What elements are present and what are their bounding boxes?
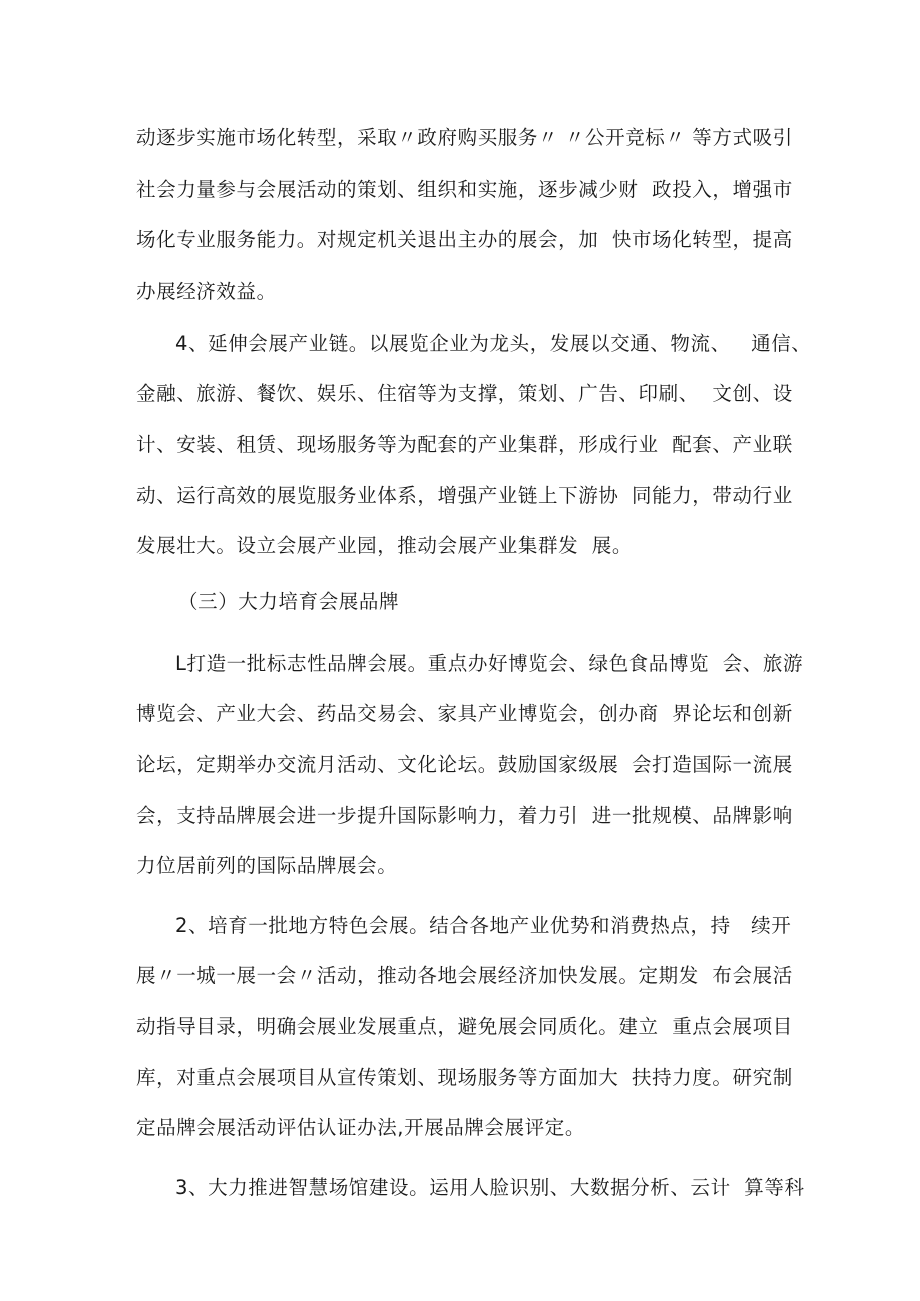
section-heading: （三）大力培育会展品牌 bbox=[178, 590, 400, 613]
paragraph-2-line-1: 4、延伸会展产业链。以展览企业为龙头，发展以交通、物流、 通信、 bbox=[175, 332, 812, 355]
paragraph-1-line-4: 办展经济效益。 bbox=[136, 280, 277, 303]
paragraph-4-line-5: 定品牌会展活动评估认证办法,开展品牌会展评定。 bbox=[136, 1116, 585, 1139]
paragraph-1-line-2: 社会力量参与会展活动的策划、组织和实施，逐步减少财 政投入，增强市 bbox=[136, 178, 793, 201]
paragraph-3-line-5: 力位居前列的国际品牌展会。 bbox=[136, 854, 398, 877]
paragraph-3-line-4: 会，支持品牌展会进一步提升国际影响力，着力引 进一批规模、品牌影响 bbox=[136, 804, 793, 827]
paragraph-1-line-3: 场化专业服务能力。对规定机关退出主办的展会，加 快市场化转型，提高 bbox=[136, 228, 793, 251]
paragraph-1-line-1: 动逐步实施市场化转型，采取〃政府购买服务〃 〃公开竞标〃 等方式吸引 bbox=[136, 126, 793, 149]
paragraph-4-line-4: 库，对重点会展项目从宣传策划、现场服务等方面加大 扶持力度。研究制 bbox=[136, 1066, 793, 1089]
paragraph-4-line-3: 动指导目录，明确会展业发展重点，避免展会同质化。建立 重点会展项目 bbox=[136, 1015, 793, 1038]
paragraph-3-line-2: 博览会、产业大会、药品交易会、家具产业博览会，创办商 界论坛和创新 bbox=[136, 702, 793, 725]
paragraph-4-line-2: 展〃一城一展一会〃活动，推动各地会展经济加快发展。定期发 布会展活 bbox=[136, 964, 793, 987]
paragraph-2-line-4: 动、运行高效的展览服务业体系，增强产业链上下游协 同能力，带动行业 bbox=[136, 484, 793, 507]
paragraph-2-line-3: 计、安装、租赁、现场服务等为配套的产业集群，形成行业 配套、产业联 bbox=[136, 433, 793, 456]
paragraph-4-line-1: 2、培育一批地方特色会展。结合各地产业优势和消费热点，持 续开 bbox=[175, 914, 792, 937]
paragraph-3-line-3: 论坛，定期举办交流月活动、文化论坛。鼓励国家级展 会打造国际一流展 bbox=[136, 753, 793, 776]
paragraph-2-line-2: 金融、旅游、餐饮、娱乐、住宿等为支撑，策划、广告、印刷、 文创、设 bbox=[136, 382, 793, 405]
paragraph-2-line-5: 发展壮大。设立会展产业园，推动会展产业集群发 展。 bbox=[136, 534, 632, 557]
paragraph-3-line-1: L打造一批标志性品牌会展。重点办好博览会、绿色食品博览 会、旅游 bbox=[175, 652, 804, 675]
paragraph-5-line-1: 3、大力推进智慧场馆建设。运用人脸识别、大数据分析、云计 算等科 bbox=[175, 1176, 805, 1199]
